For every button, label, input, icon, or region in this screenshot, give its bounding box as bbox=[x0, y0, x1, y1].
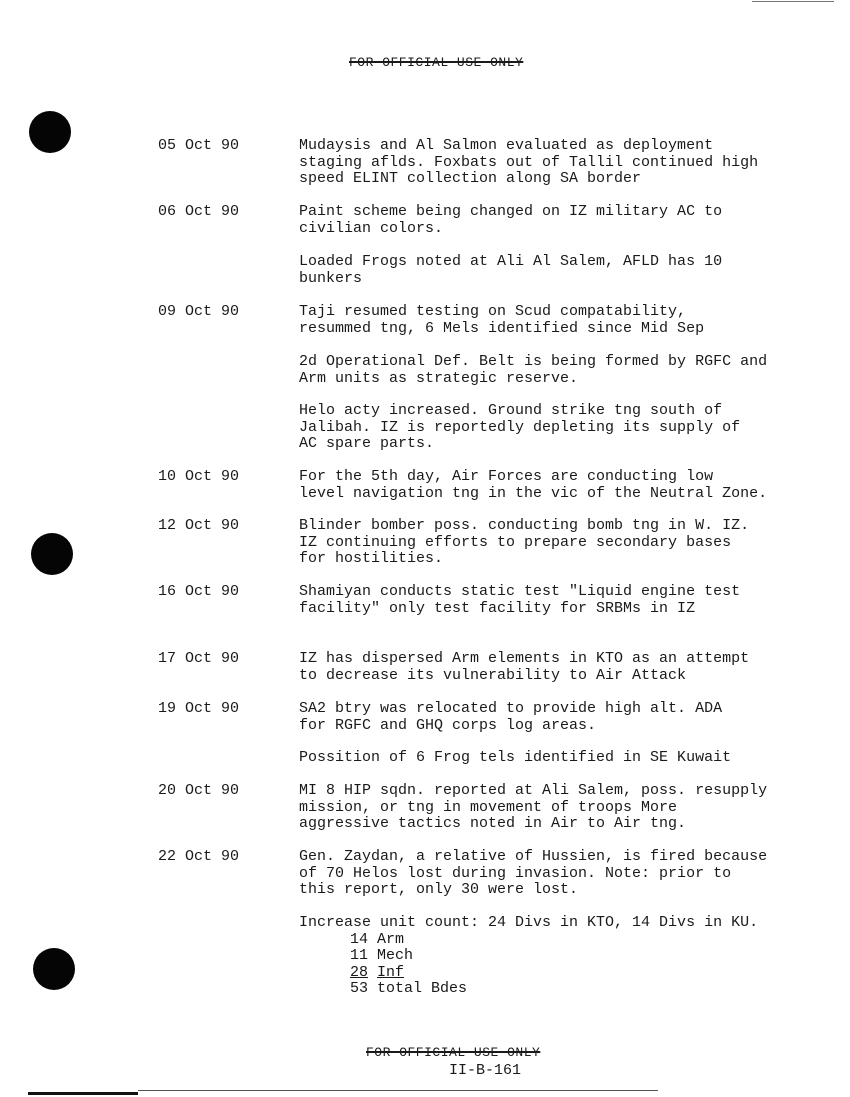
text-line: Mudaysis and Al Salmon evaluated as deployment bbox=[299, 137, 714, 154]
text-line: IZ continuing efforts to prepare secondary bases bbox=[299, 533, 732, 551]
header-marking: FOR OFFICIAL USE ONLY bbox=[349, 55, 524, 70]
entry-date: 10 Oct 90 bbox=[158, 468, 240, 485]
binder-hole-bottom bbox=[33, 948, 75, 990]
text-line: Shamiyan conducts static test "Liquid engine test bbox=[299, 583, 741, 600]
text-line: Loaded Frogs noted at Ali Al Salem, AFLD has 10 bbox=[299, 253, 723, 270]
unit-count-mech: 11 Mech bbox=[350, 947, 414, 964]
text-line: Increase unit count: 24 Divs in KTO, 14 Divs in KU. bbox=[299, 914, 759, 931]
entry-paragraph bbox=[299, 518, 829, 568]
text-line: this report, only 30 were lost. bbox=[299, 881, 579, 898]
text-line: of 70 Helos lost during invasion. Note: prior to bbox=[299, 864, 732, 882]
entry-paragraph bbox=[299, 254, 829, 287]
entry-paragraph bbox=[299, 403, 829, 453]
unit-count-arm: 14 Arm bbox=[350, 930, 405, 948]
entry-paragraph bbox=[299, 915, 829, 998]
text-line: for RGFC and GHQ corps log areas. bbox=[299, 716, 597, 734]
entry-paragraph bbox=[299, 138, 829, 188]
unit-count-inf bbox=[299, 965, 829, 982]
entry-paragraph bbox=[299, 651, 829, 684]
text-line: to decrease its vulnerability to Air Attack bbox=[299, 666, 687, 684]
unit-count-inf-number: 28 bbox=[350, 963, 369, 981]
text-line: Blinder bomber poss. conducting bomb tng in W. IZ. bbox=[299, 517, 750, 534]
text-line: speed ELINT collection along SA border bbox=[299, 170, 642, 187]
entry-paragraph bbox=[299, 701, 829, 734]
entry-paragraph bbox=[299, 783, 829, 833]
text-line: 2d Operational Def. Belt is being formed by RGFC and bbox=[299, 353, 768, 370]
entry-paragraph bbox=[299, 584, 829, 617]
text-line: civilian colors. bbox=[299, 219, 444, 237]
entry-date: 17 Oct 90 bbox=[158, 650, 240, 667]
text-line: Jalibah. IZ is reportedly depleting its supply of bbox=[299, 418, 741, 436]
text-line: staging aflds. Foxbats out of Tallil continued high bbox=[299, 153, 759, 171]
entry-paragraph bbox=[299, 469, 829, 502]
text-line: bunkers bbox=[299, 269, 363, 287]
entry-date: 12 Oct 90 bbox=[158, 517, 240, 534]
text-line: mission, or tng in movement of troops More bbox=[299, 798, 678, 816]
text-line: for hostilities. bbox=[299, 550, 444, 567]
text-line: AC spare parts. bbox=[299, 435, 435, 452]
text-line: facility" only test facility for SRBMs in IZ bbox=[299, 599, 696, 617]
text-line: IZ has dispersed Arm elements in KTO as an attempt bbox=[299, 650, 750, 667]
entry-date: 16 Oct 90 bbox=[158, 583, 240, 600]
text-line: Arm units as strategic reserve. bbox=[299, 369, 579, 387]
text-line: Helo acty increased. Ground strike tng south of bbox=[299, 402, 723, 419]
footer-rule-thin bbox=[138, 1090, 658, 1091]
text-line: For the 5th day, Air Forces are conducting low bbox=[299, 468, 714, 485]
entry-date: 19 Oct 90 bbox=[158, 700, 240, 717]
text-line: Paint scheme being changed on IZ military AC to bbox=[299, 203, 723, 220]
entry-paragraph bbox=[299, 849, 829, 899]
text-line: resummed tng, 6 Mels identified since Mid Sep bbox=[299, 319, 705, 337]
entry-paragraph bbox=[299, 354, 829, 387]
page-number: II-B-161 bbox=[449, 1062, 522, 1079]
text-line: aggressive tactics noted in Air to Air tng. bbox=[299, 815, 687, 832]
footer-marking: FOR OFFICIAL USE ONLY bbox=[366, 1045, 541, 1060]
binder-hole-middle bbox=[31, 533, 73, 575]
text-line: SA2 btry was relocated to provide high alt. ADA bbox=[299, 700, 723, 717]
footer-rule-thick bbox=[28, 1092, 138, 1095]
unit-count-total: 53 total Bdes bbox=[350, 980, 468, 997]
text-line: Possition of 6 Frog tels identified in SE Kuwait bbox=[299, 749, 732, 766]
entry-paragraph bbox=[299, 304, 829, 337]
binder-hole-top bbox=[29, 111, 71, 153]
text-line: MI 8 HIP sqdn. reported at Ali Salem, poss. resupply bbox=[299, 782, 768, 799]
entry-paragraph bbox=[299, 204, 829, 237]
entry-date: 09 Oct 90 bbox=[158, 303, 240, 320]
entry-date: 22 Oct 90 bbox=[158, 848, 240, 865]
text-line: Gen. Zaydan, a relative of Hussien, is fired because bbox=[299, 848, 768, 865]
entry-date: 20 Oct 90 bbox=[158, 782, 240, 799]
text-line: level navigation tng in the vic of the Neutral Zone. bbox=[299, 484, 768, 502]
top-edge-rule bbox=[752, 1, 834, 2]
entry-date: 06 Oct 90 bbox=[158, 203, 240, 220]
text-line: Taji resumed testing on Scud compatability, bbox=[299, 303, 687, 320]
entry-paragraph bbox=[299, 750, 829, 767]
entry-date: 05 Oct 90 bbox=[158, 137, 240, 154]
unit-count-inf-label: Inf bbox=[377, 963, 405, 981]
